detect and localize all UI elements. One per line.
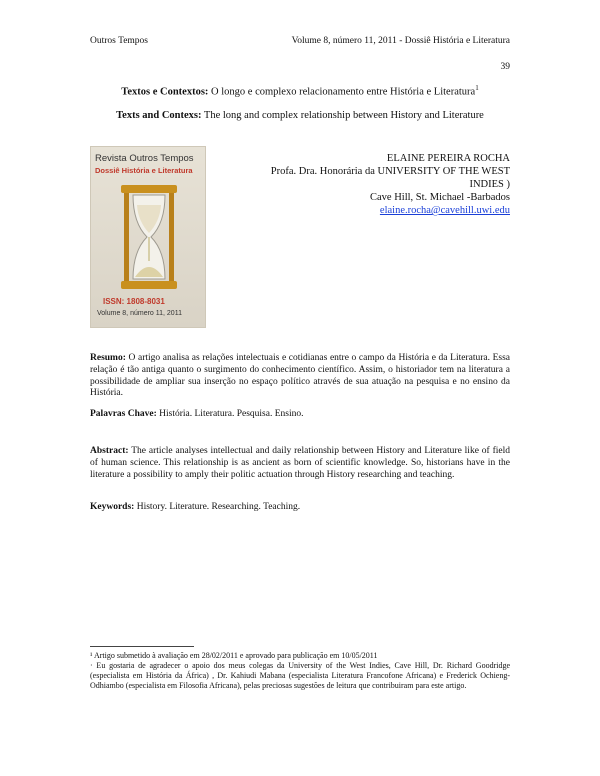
title-portuguese-label: Textos e Contextos: <box>121 86 209 98</box>
abstract-text: The article analyses intellectual and daily relationship between History and Literature like of field of human science. This relationship is as ancient as born of scientific knowledge. So, historians have in the literature a possibility to amply their politic actuation through History researching and teaching. <box>90 446 510 480</box>
running-header-journal: Outros Tempos <box>90 36 149 46</box>
cover-subtitle: Dossiê História e Literatura <box>95 166 193 175</box>
author-name: ELAINE PEREIRA ROCHA <box>386 153 510 164</box>
hourglass-icon <box>115 183 183 291</box>
title-english-text: The long and complex relationship between History and Literature <box>201 110 484 121</box>
resumo-text: O artigo analisa as relações intelectuais e cotidianas entre o campo da História e da Literatura. Essa relação é tão antiga quanto o surgimento do conhecimento científico. Assim, o historiador tem na literatura a possibilidade de ampliar sua inserção no espaço político através de sua atuação na pesquisa e no ensino da História. <box>90 353 510 399</box>
journal-cover-image <box>90 146 206 328</box>
author-affiliation: Profa. Dra. Honorária da UNIVERSITY OF THE WEST INDIES ) <box>270 166 510 190</box>
palavras-chave-text: História. Literatura. Pesquisa. Ensino. <box>156 409 304 419</box>
title-footnote-mark[interactable]: 1 <box>475 84 479 92</box>
cover-volume: Volume 8, número 11, 2011 <box>97 310 182 317</box>
author-block <box>240 152 510 217</box>
title-english-label: Texts and Contexs: <box>116 110 202 121</box>
author-location: Cave Hill, St. Michael -Barbados <box>370 192 510 203</box>
keywords-label: Keywords: <box>90 502 135 512</box>
page-number: 39 <box>500 62 510 72</box>
title-english <box>60 110 540 121</box>
author-email-link[interactable]: elaine.rocha@cavehill.uwi.edu <box>379 205 510 216</box>
keywords-text: History. Literature. Researching. Teaching. <box>134 502 301 512</box>
resumo-label: Resumo: <box>90 353 126 363</box>
abstract-label: Abstract: <box>90 446 129 456</box>
resumo-paragraph <box>90 353 510 400</box>
footnote-divider <box>90 646 194 647</box>
abstract-paragraph <box>90 446 510 481</box>
running-header-issue: Volume 8, número 11, 2011 - Dossiê História e Literatura <box>291 36 510 46</box>
title-portuguese <box>60 84 540 98</box>
cover-issn: ISSN: 1808-8031 <box>103 297 165 306</box>
footnote-1: ¹ Artigo submetido à avaliação em 28/02/2011 e aprovado para publicação em 10/05/2011 <box>90 651 378 660</box>
title-portuguese-text: O longo e complexo relacionamento entre História e Literatura <box>208 86 476 98</box>
cover-title: Revista Outros Tempos <box>95 153 194 164</box>
footnote-2: · Eu gostaria de agradecer o apoio dos meus colegas da University of the West Indies, Cave Hill, Dr. Richard Goodridge (especialista em História da África) , Dr. Kahiudi Mabana (especialista Literatura Francofone Africana) e Frederick Ochieng-Odhiambo (especialista em Filosofia Africana), pelas preciosas sugestões de leitura que contribuiram para este artigo. <box>90 661 510 690</box>
palavras-chave-label: Palavras Chave: <box>90 409 157 419</box>
palavras-chave-paragraph <box>90 409 510 421</box>
keywords-paragraph <box>90 502 510 514</box>
